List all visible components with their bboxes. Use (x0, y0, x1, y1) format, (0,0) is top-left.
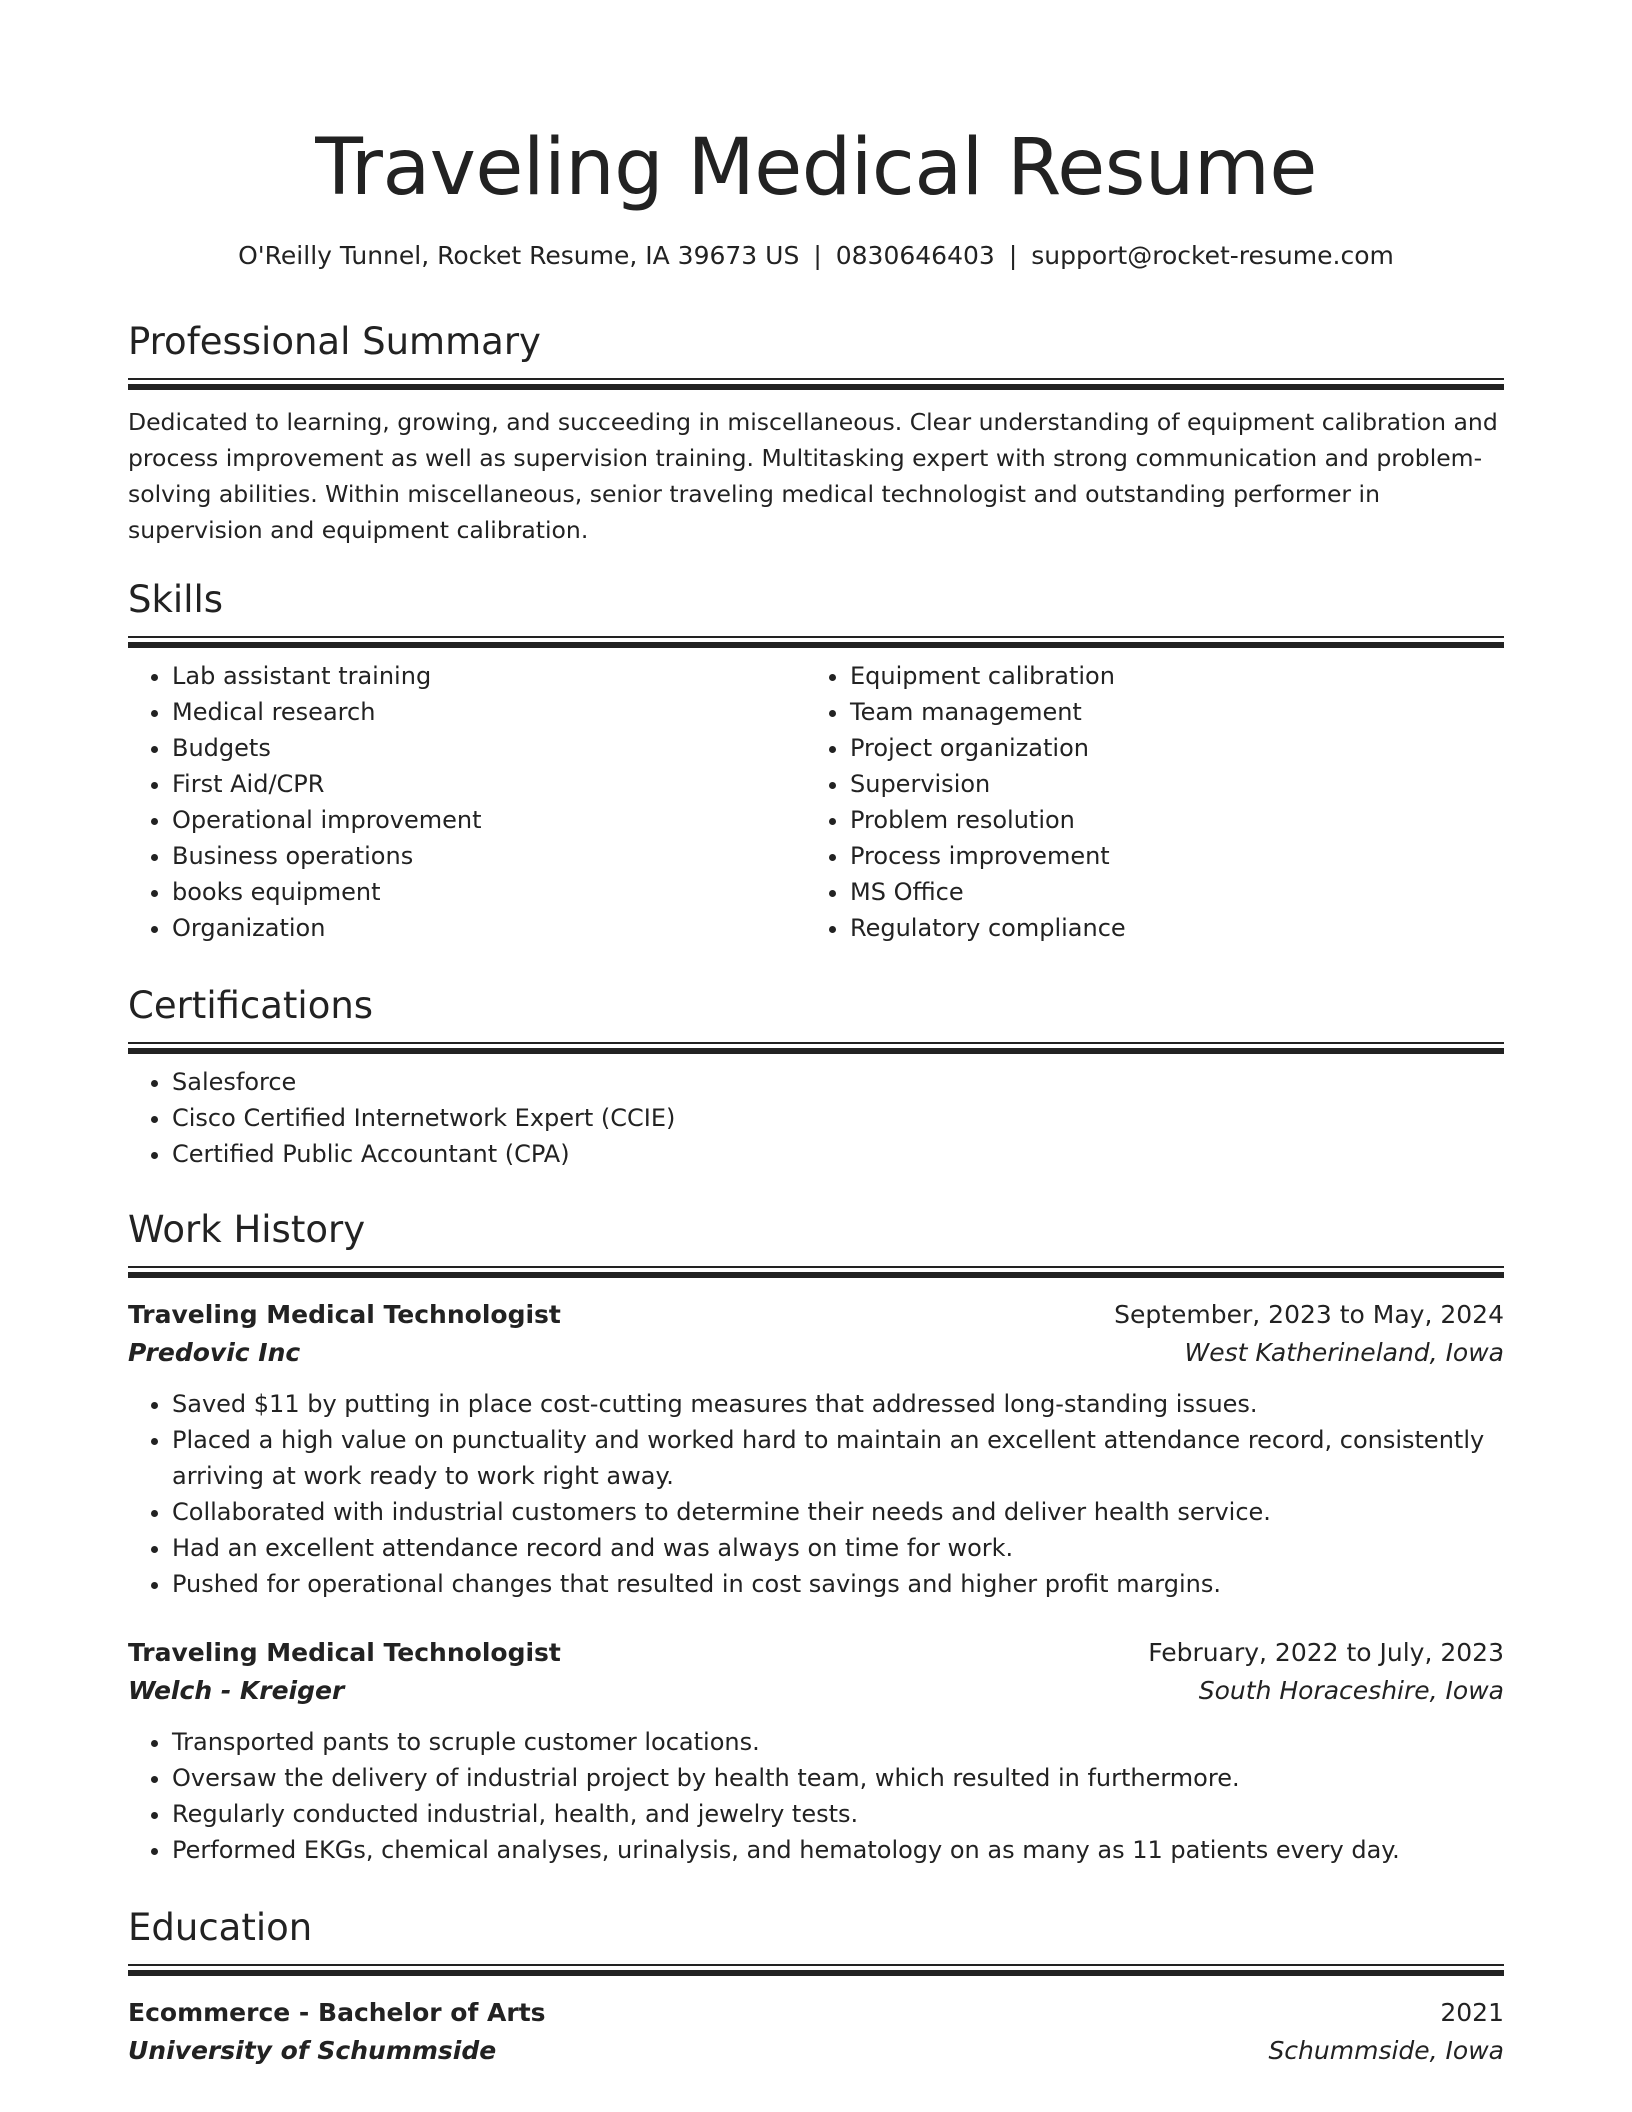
skill-item: • First Aid/CPR (172, 766, 806, 802)
job-bullet: • Transported pants to scruple customer locations. (172, 1724, 1504, 1760)
skill-item: • Budgets (172, 730, 806, 766)
contact-line (128, 238, 1504, 274)
certifications-section (128, 982, 1504, 1172)
section-divider (128, 1964, 1504, 1976)
job-dates: September, 2023 to May, 2024 (1114, 1300, 1504, 1329)
job-bullet: • Had an excellent attendance record and was always on time for work. (172, 1530, 1504, 1566)
resume-title: Traveling Medical Resume (315, 123, 1317, 213)
skill-item: • Medical research (172, 694, 806, 730)
job-bullet: • Pushed for operational changes that resulted in cost savings and higher profit margins. (172, 1566, 1504, 1602)
skill-item: • Lab assistant training (172, 658, 806, 694)
contact-separator: | (1008, 241, 1018, 270)
job-header (128, 1634, 1504, 1672)
job-subheader (128, 1334, 1504, 1372)
skill-item: • Project organization (850, 730, 1484, 766)
education-subheader (128, 2032, 1504, 2070)
certification-item: • Cisco Certified Internetwork Expert (CCIE) (172, 1100, 1504, 1136)
education-location: Schummside, Iowa (1268, 2036, 1504, 2065)
contact-separator: | (813, 241, 822, 270)
skill-item: • Team management (850, 694, 1484, 730)
job-entry (128, 1296, 1504, 1602)
education-entry (128, 1994, 1504, 2070)
skills-heading: Skills (128, 578, 224, 621)
certification-item: • Salesforce (172, 1064, 1504, 1100)
job-bullet: • Performed EKGs, chemical analyses, urinalysis, and hematology on as many as 11 patients every day. (172, 1832, 1504, 1868)
work-history-heading: Work History (128, 1208, 366, 1251)
skills-section (128, 576, 1504, 946)
job-company: Predovic Inc (128, 1338, 301, 1367)
education-degree: Ecommerce - Bachelor of Arts (128, 1998, 546, 2027)
job-entry (128, 1634, 1504, 1868)
job-header (128, 1296, 1504, 1334)
job-bullet: • Regularly conducted industrial, health, and jewelry tests. (172, 1796, 1504, 1832)
education-heading: Education (128, 1906, 313, 1949)
section-divider (128, 378, 1504, 390)
education-section (128, 1904, 1504, 2070)
job-location: South Horaceshire, Iowa (1198, 1676, 1504, 1705)
job-location: West Katherineland, Iowa (1184, 1338, 1504, 1367)
skill-item: • Process improvement (850, 838, 1484, 874)
skills-left-column (128, 648, 806, 946)
summary-heading: Professional Summary (128, 320, 541, 363)
job-bullet: • Oversaw the delivery of industrial project by health team, which resulted in furthermore. (172, 1760, 1504, 1796)
skills-columns (128, 648, 1504, 946)
certification-item: • Certified Public Accountant (CPA) (172, 1136, 1504, 1172)
skill-item: • Supervision (850, 766, 1484, 802)
skill-item: • Operational improvement (172, 802, 806, 838)
education-year: 2021 (1440, 1998, 1504, 2027)
summary-section (128, 318, 1504, 548)
skill-item: • MS Office (850, 874, 1484, 910)
section-divider (128, 1266, 1504, 1278)
certifications-heading: Certifications (128, 984, 374, 1027)
section-divider (128, 636, 1504, 648)
job-title: Traveling Medical Technologist (128, 1300, 561, 1329)
skill-item: • Equipment calibration (850, 658, 1484, 694)
skill-item: • Problem resolution (850, 802, 1484, 838)
skill-item: • Organization (172, 910, 806, 946)
work-history-section (128, 1206, 1504, 1868)
summary-text: Dedicated to learning, growing, and succeeding in miscellaneous. Clear understanding of equipment calibration and process improvement as well as supervision training. Multitasking expert with strong communication and problem-solving abilities. Within miscellaneous, senior traveling medical technologist and outstanding performer in supervision and equipment calibration. (128, 408, 1498, 544)
job-bullet: • Placed a high value on punctuality and worked hard to maintain an excellent attendance record, consistently arriving at work ready to work right away. (172, 1422, 1504, 1494)
section-divider (128, 1042, 1504, 1054)
job-bullet: • Collaborated with industrial customers to determine their needs and deliver health service. (172, 1494, 1504, 1530)
contact-email[interactable]: support@rocket-resume.com (1031, 241, 1394, 270)
contact-phone: 0830646403 (835, 241, 995, 270)
skills-right-column (806, 648, 1484, 946)
job-subheader (128, 1672, 1504, 1710)
job-bullet: • Saved $11 by putting in place cost-cutting measures that addressed long-standing issues. (172, 1386, 1504, 1422)
skill-item: • books equipment (172, 874, 806, 910)
skill-item: • Regulatory compliance (850, 910, 1484, 946)
contact-address: O'Reilly Tunnel, Rocket Resume, IA 39673 US (238, 241, 800, 270)
education-school: University of Schummside (128, 2036, 497, 2065)
job-dates: February, 2022 to July, 2023 (1148, 1638, 1504, 1667)
skill-item: • Business operations (172, 838, 806, 874)
job-company: Welch - Kreiger (128, 1676, 345, 1705)
job-title: Traveling Medical Technologist (128, 1638, 561, 1667)
education-header (128, 1994, 1504, 2032)
